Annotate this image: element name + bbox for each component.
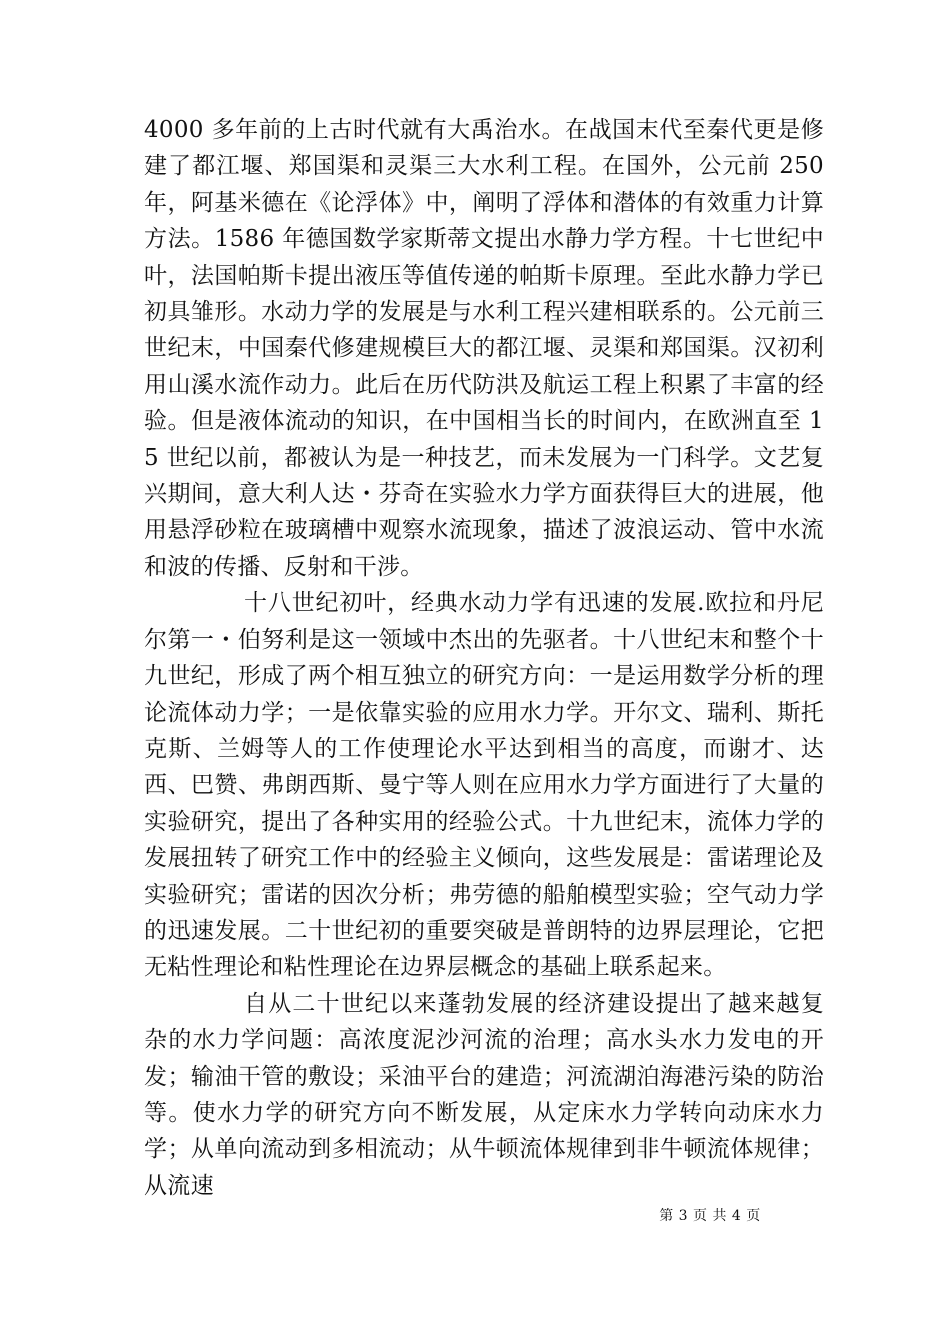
document-body [144, 112, 824, 1204]
paragraph-1: 4000 多年前的上古时代就有大禹治水。在战国末代至秦代更是修建了都江堰、郑国渠和灵渠三大水利工程。在国外，公元前 250 年，阿基米德在《论浮体》中，阐明了浮体和潜体的有效重力计算方法。1586 年德国数学家斯蒂文提出水静力学方程。十七世纪中叶，法国帕斯卡提出液压等值传递的帕斯卡原理。至此水静力学已初具雏形。水动力学的发展是与水利工程兴建相联系的。公元前三世纪末，中国秦代修建规模巨大的都江堰、灵渠和郑国渠。汉初利用山溪水流作动力。此后在历代防洪及航运工程上积累了丰富的经验。但是液体流动的知识，在中国相当长的时间内，在欧洲直至 15 世纪以前，都被认为是一种技艺，而未发展为一门科学。文艺复兴期间，意大利人达・芬奇在实验水力学方面获得巨大的进展，他用悬浮砂粒在玻璃槽中观察水流现象，描述了波浪运动、管中水流和波的传播、反射和干涉。 [144, 117, 824, 580]
page-number-footer: 第 3 页 共 4 页 [659, 1208, 761, 1224]
paragraph-3: 自从二十世纪以来蓬勃发展的经济建设提出了越来越复杂的水力学问题：高浓度泥沙河流的治理；高水头水力发电的开发；输油干管的敷设；采油平台的建造；河流湖泊海港污染的防治等。使水力学的研究方向不断发展，从定床水力学转向动床水力学；从单向流动到多相流动；从牛顿流体规律到非牛顿流体规律；从流速 [144, 990, 824, 1199]
paragraph-2: 十八世纪初叶，经典水动力学有迅速的发展.欧拉和丹尼尔第一・伯努利是这一领域中杰出的先驱者。十八世纪末和整个十九世纪，形成了两个相互独立的研究方向：一是运用数学分析的理论流体动力学；一是依靠实验的应用水力学。开尔文、瑞利、斯托克斯、兰姆等人的工作使理论水平达到相当的高度，而谢才、达西、巴赞、弗朗西斯、曼宁等人则在应用水力学方面进行了大量的实验研究，提出了各种实用的经验公式。十九世纪末，流体力学的发展扭转了研究工作中的经验主义倾向，这些发展是：雷诺理论及实验研究；雷诺的因次分析；弗劳德的船舶模型实验；空气动力学的迅速发展。二十世纪初的重要突破是普朗特的边界层理论，它把无粘性理论和粘性理论在边界层概念的基础上联系起来。 [144, 590, 824, 981]
